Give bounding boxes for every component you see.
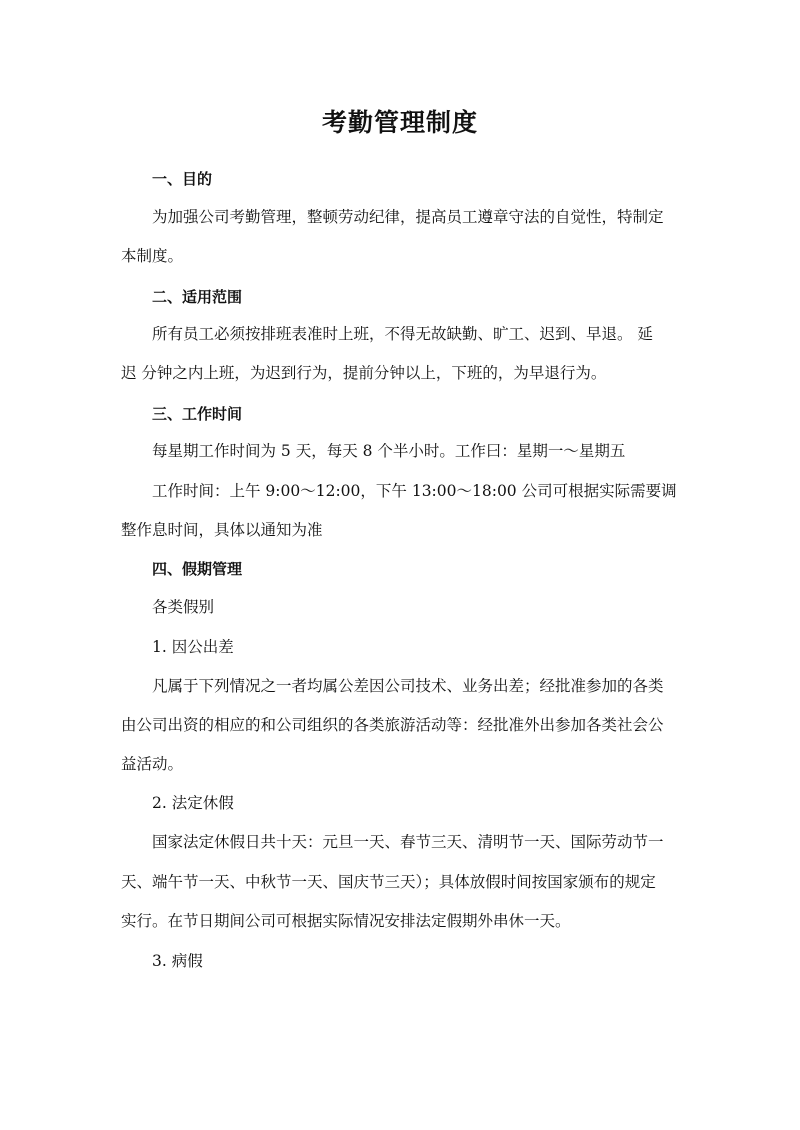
section-heading-purpose: 一、目的 [152,170,213,188]
list-item-label-business-trip: 1. 因公出差 [152,638,234,656]
paragraph-line: 天、端午节一天、中秋节一天、国庆节三天）；具体放假时间按国家颁布的规定 [121,873,656,891]
paragraph-line: 国家法定休假日共十天：元旦一天、春节三天、清明节一天、国际劳动节一 [152,833,664,851]
paragraph-line: 凡属于下列情况之一者均属公差因公司技术、业务出差；经批准参加的各类 [152,677,664,695]
paragraph-line: 每星期工作时间为 5 天，每天 8 个半小时。工作曰：星期一～星期五 [152,442,626,460]
leave-types-intro: 各类假别 [152,598,215,616]
list-item-label-sick-leave: 3. 病假 [152,952,203,970]
paragraph-line: 实行。在节日期间公司可根据实际情况安排法定假期外串休一天。 [121,912,571,930]
section-heading-leave: 四、假期管理 [152,560,243,578]
document-title: 考勤管理制度 [321,108,478,137]
paragraph-line: 益活动。 [121,755,184,773]
paragraph-line: 工作时间：上午 9:00～12:00，下午 13:00～18:00 公司可根据实际需要调 [152,482,677,500]
paragraph-line: 为加强公司考勤管理，整顿劳动纪律，提高员工遵章守法的自觉性，特制定 [152,208,664,226]
paragraph-line: 迟 分钟之内上班，为迟到行为，提前分钟以上，下班的，为早退行为。 [121,364,607,382]
paragraph-line: 本制度。 [121,247,184,265]
paragraph-line: 整作息时间，具体以通知为准 [121,521,323,539]
paragraph-line: 由公司出资的相应的和公司组织的各类旅游活动等：经批准外出参加各类社会公 [121,716,664,734]
section-heading-scope: 二、适用范围 [152,288,243,306]
list-item-label-statutory-holiday: 2. 法定休假 [152,794,234,812]
section-heading-work-time: 三、工作时间 [152,405,243,423]
paragraph-line: 所有员工必须按排班表准时上班，不得无故缺勤、旷工、迟到、早退。 延 [152,325,653,343]
